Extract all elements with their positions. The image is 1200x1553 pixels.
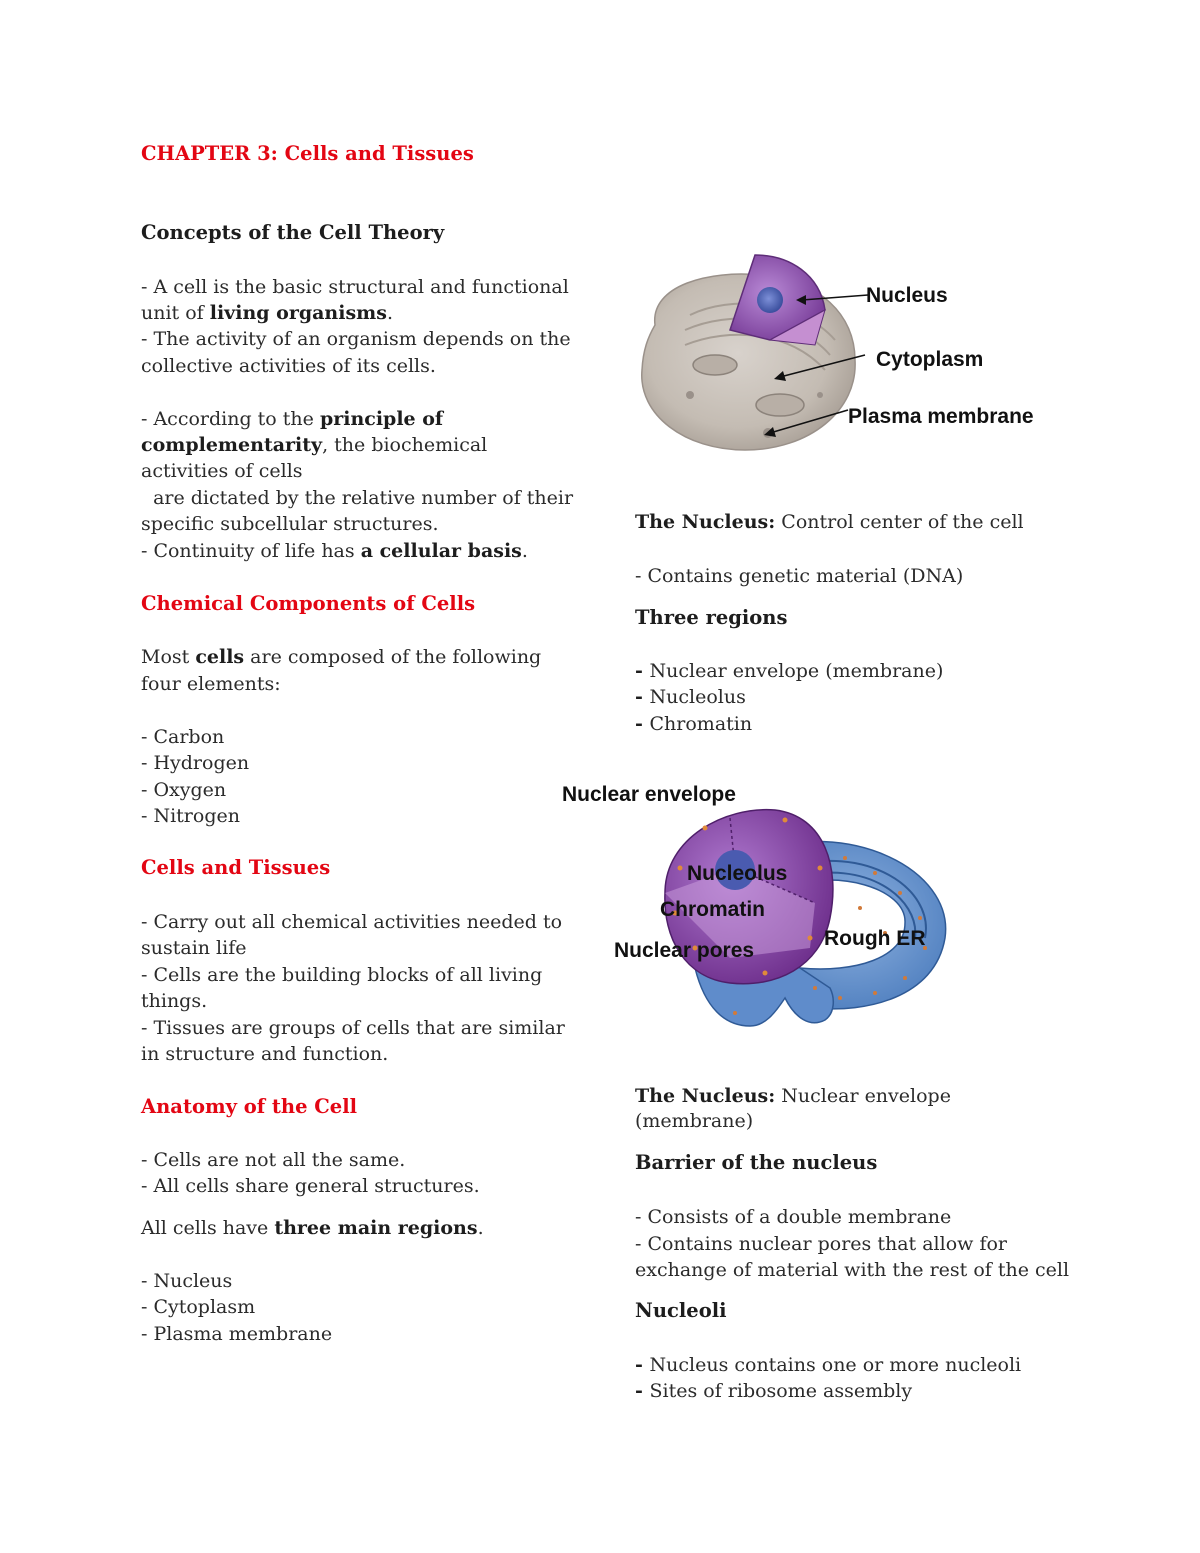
region-item: - Plasma membrane bbox=[141, 1323, 333, 1345]
nucleus-region-item: - Nucleolus bbox=[635, 686, 746, 708]
barrier-line: - Contains nuclear pores that allow for bbox=[635, 1233, 1007, 1255]
concepts-heading: Concepts of the Cell Theory bbox=[141, 221, 445, 244]
concepts-line-5: - According to the principle of bbox=[141, 408, 444, 430]
nucleus-region-item: - Nuclear envelope (membrane) bbox=[635, 660, 944, 682]
element-item: - Carbon bbox=[141, 726, 225, 748]
anatomy-heading: Anatomy of the Cell bbox=[141, 1095, 358, 1118]
anatomy-line: - All cells share general structures. bbox=[141, 1175, 480, 1197]
nucleus-region-item: - Chromatin bbox=[635, 713, 753, 735]
element-item: - Nitrogen bbox=[141, 805, 240, 827]
tissues-line: things. bbox=[141, 990, 208, 1012]
concepts-line-3: - The activity of an organism depends on the bbox=[141, 328, 571, 350]
nucleus-title-2: The Nucleus: Nuclear envelope bbox=[635, 1085, 951, 1107]
concepts-line-8: are dictated by the relative number of their bbox=[141, 487, 574, 509]
element-item: - Oxygen bbox=[141, 779, 227, 801]
region-item: - Cytoplasm bbox=[141, 1296, 256, 1318]
concepts-line-1: - A cell is the basic structural and functional bbox=[141, 276, 569, 298]
region-item: - Nucleus bbox=[141, 1270, 233, 1292]
concepts-line-4: collective activities of its cells. bbox=[141, 355, 436, 377]
label-nuclear-envelope: Nuclear envelope bbox=[562, 783, 736, 806]
tissues-line: in structure and function. bbox=[141, 1043, 389, 1065]
label-plasma-membrane: Plasma membrane bbox=[848, 405, 1034, 428]
concepts-line-10: - Continuity of life has a cellular basis. bbox=[141, 540, 528, 562]
nucleoli-item: - Sites of ribosome assembly bbox=[635, 1380, 913, 1402]
tissues-line: - Tissues are groups of cells that are similar bbox=[141, 1017, 565, 1039]
barrier-line: - Consists of a double membrane bbox=[635, 1206, 952, 1228]
nucleus-title-2-line2: (membrane) bbox=[635, 1110, 754, 1132]
label-cytoplasm: Cytoplasm bbox=[876, 348, 984, 371]
concepts-line-7: activities of cells bbox=[141, 460, 303, 482]
concepts-line-6: complementarity, the biochemical bbox=[141, 434, 488, 456]
nucleus-title-1: The Nucleus: Control center of the cell bbox=[635, 511, 1024, 533]
chemical-heading: Chemical Components of Cells bbox=[141, 592, 476, 615]
concepts-line-9: specific subcellular structures. bbox=[141, 513, 439, 535]
chemical-line-1: Most cells are composed of the following bbox=[141, 646, 542, 668]
dna-line: - Contains genetic material (DNA) bbox=[635, 565, 964, 587]
three-regions-heading: Three regions bbox=[635, 606, 788, 629]
anatomy-line: - Cells are not all the same. bbox=[141, 1149, 406, 1171]
tissues-heading: Cells and Tissues bbox=[141, 856, 331, 879]
label-nucleus: Nucleus bbox=[866, 284, 948, 307]
label-chromatin: Chromatin bbox=[660, 898, 765, 921]
label-nuclear-pores: Nuclear pores bbox=[614, 939, 755, 962]
barrier-heading: Barrier of the nucleus bbox=[635, 1151, 878, 1174]
nucleoli-heading: Nucleoli bbox=[635, 1299, 727, 1322]
tissues-line: - Carry out all chemical activities needed to bbox=[141, 911, 563, 933]
concepts-line-2: unit of living organisms. bbox=[141, 302, 394, 324]
element-item: - Hydrogen bbox=[141, 752, 250, 774]
label-rough-er: Rough ER bbox=[824, 927, 926, 950]
label-nucleolus: Nucleolus bbox=[687, 862, 788, 885]
three-regions-line: All cells have three main regions. bbox=[141, 1217, 484, 1239]
tissues-line: sustain life bbox=[141, 937, 247, 959]
chapter-title: CHAPTER 3: Cells and Tissues bbox=[141, 142, 474, 165]
nucleoli-item: - Nucleus contains one or more nucleoli bbox=[635, 1354, 1022, 1376]
tissues-line: - Cells are the building blocks of all living bbox=[141, 964, 543, 986]
chemical-line-2: four elements: bbox=[141, 673, 281, 695]
barrier-line: exchange of material with the rest of the cell bbox=[635, 1259, 1070, 1281]
